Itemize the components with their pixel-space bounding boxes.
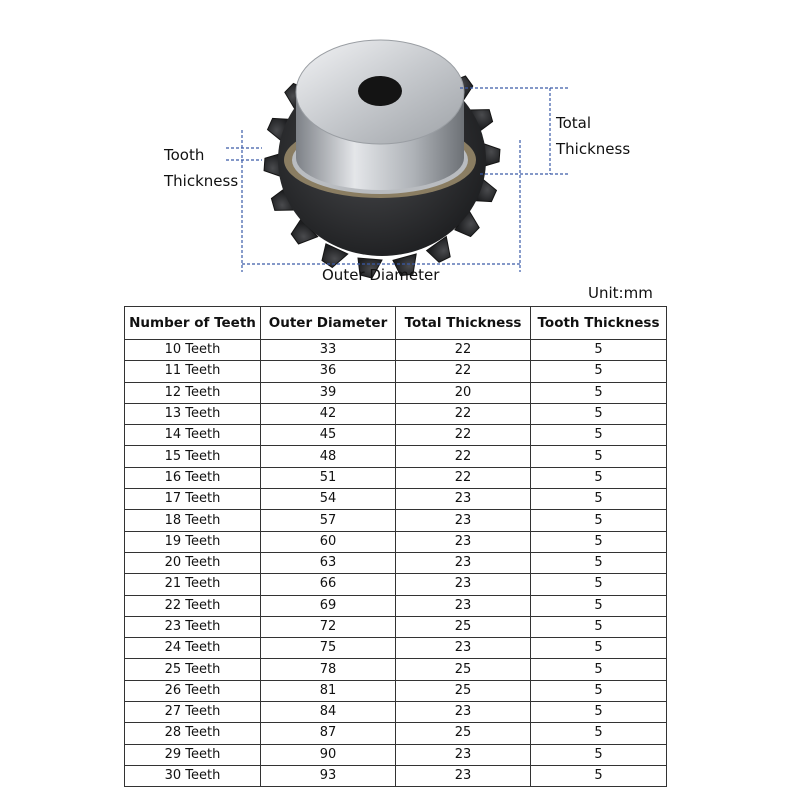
table-row <box>125 616 667 637</box>
table-row <box>125 510 667 531</box>
cell-tooth-thickness: 5 <box>531 446 667 467</box>
cell-tooth-thickness: 5 <box>531 702 667 723</box>
cell-teeth: 12 Teeth <box>125 382 261 403</box>
cell-teeth: 19 Teeth <box>125 531 261 552</box>
table-body <box>125 340 667 787</box>
outer-diameter-label: Outer Diameter <box>322 266 440 284</box>
cell-tooth-thickness: 5 <box>531 382 667 403</box>
cell-outer-diameter: 45 <box>261 425 396 446</box>
cell-teeth: 26 Teeth <box>125 680 261 701</box>
table-row <box>125 723 667 744</box>
cell-tooth-thickness: 5 <box>531 489 667 510</box>
cell-tooth-thickness: 5 <box>531 361 667 382</box>
total-label-line1: Total <box>556 114 592 132</box>
sprocket-diagram <box>0 0 792 300</box>
cell-teeth: 24 Teeth <box>125 638 261 659</box>
cell-tooth-thickness: 5 <box>531 531 667 552</box>
header-total-thickness: Total Thickness <box>396 307 531 340</box>
total-label-line2: Thickness <box>556 140 631 158</box>
cell-outer-diameter: 66 <box>261 574 396 595</box>
cell-teeth: 30 Teeth <box>125 765 261 786</box>
cell-total-thickness: 23 <box>396 595 531 616</box>
cell-tooth-thickness: 5 <box>531 467 667 488</box>
cell-total-thickness: 23 <box>396 531 531 552</box>
table-row <box>125 403 667 424</box>
cell-tooth-thickness: 5 <box>531 616 667 637</box>
sprocket-hub <box>284 40 476 198</box>
cell-tooth-thickness: 5 <box>531 723 667 744</box>
header-number-of-teeth: Number of Teeth <box>125 307 261 340</box>
table-row <box>125 446 667 467</box>
table-row <box>125 702 667 723</box>
table-row <box>125 638 667 659</box>
cell-tooth-thickness: 5 <box>531 510 667 531</box>
cell-total-thickness: 22 <box>396 467 531 488</box>
cell-total-thickness: 25 <box>396 616 531 637</box>
table-row <box>125 574 667 595</box>
cell-outer-diameter: 78 <box>261 659 396 680</box>
cell-outer-diameter: 90 <box>261 744 396 765</box>
cell-total-thickness: 23 <box>396 702 531 723</box>
cell-teeth: 29 Teeth <box>125 744 261 765</box>
cell-outer-diameter: 36 <box>261 361 396 382</box>
cell-tooth-thickness: 5 <box>531 425 667 446</box>
cell-total-thickness: 22 <box>396 446 531 467</box>
header-outer-diameter: Outer Diameter <box>261 307 396 340</box>
cell-teeth: 18 Teeth <box>125 510 261 531</box>
table-row <box>125 489 667 510</box>
tooth-label-line2: Thickness <box>164 172 239 190</box>
cell-outer-diameter: 72 <box>261 616 396 637</box>
cell-tooth-thickness: 5 <box>531 680 667 701</box>
cell-outer-diameter: 87 <box>261 723 396 744</box>
cell-total-thickness: 23 <box>396 765 531 786</box>
cell-teeth: 17 Teeth <box>125 489 261 510</box>
table-header-row <box>125 307 667 340</box>
cell-teeth: 25 Teeth <box>125 659 261 680</box>
cell-tooth-thickness: 5 <box>531 765 667 786</box>
cell-total-thickness: 23 <box>396 744 531 765</box>
cell-outer-diameter: 54 <box>261 489 396 510</box>
cell-outer-diameter: 93 <box>261 765 396 786</box>
cell-teeth: 10 Teeth <box>125 340 261 361</box>
table-row <box>125 467 667 488</box>
bore-hole <box>358 76 402 106</box>
table-row <box>125 552 667 573</box>
cell-outer-diameter: 81 <box>261 680 396 701</box>
cell-outer-diameter: 63 <box>261 552 396 573</box>
cell-teeth: 23 Teeth <box>125 616 261 637</box>
table-row <box>125 382 667 403</box>
cell-tooth-thickness: 5 <box>531 744 667 765</box>
cell-outer-diameter: 33 <box>261 340 396 361</box>
cell-tooth-thickness: 5 <box>531 659 667 680</box>
cell-tooth-thickness: 5 <box>531 638 667 659</box>
table-row <box>125 595 667 616</box>
cell-total-thickness: 22 <box>396 403 531 424</box>
cell-teeth: 20 Teeth <box>125 552 261 573</box>
cell-tooth-thickness: 5 <box>531 552 667 573</box>
cell-outer-diameter: 60 <box>261 531 396 552</box>
cell-outer-diameter: 48 <box>261 446 396 467</box>
cell-tooth-thickness: 5 <box>531 574 667 595</box>
tooth-thickness-label <box>164 142 238 194</box>
cell-total-thickness: 22 <box>396 340 531 361</box>
table-row <box>125 531 667 552</box>
table-row <box>125 425 667 446</box>
cell-total-thickness: 22 <box>396 425 531 446</box>
sprocket-drawing <box>0 0 792 300</box>
cell-total-thickness: 23 <box>396 510 531 531</box>
cell-outer-diameter: 57 <box>261 510 396 531</box>
cell-teeth: 13 Teeth <box>125 403 261 424</box>
table-row <box>125 659 667 680</box>
cell-outer-diameter: 39 <box>261 382 396 403</box>
cell-tooth-thickness: 5 <box>531 403 667 424</box>
cell-total-thickness: 23 <box>396 638 531 659</box>
cell-total-thickness: 23 <box>396 489 531 510</box>
table-row <box>125 340 667 361</box>
cell-total-thickness: 22 <box>396 361 531 382</box>
cell-tooth-thickness: 5 <box>531 340 667 361</box>
cell-teeth: 22 Teeth <box>125 595 261 616</box>
cell-total-thickness: 25 <box>396 659 531 680</box>
cell-outer-diameter: 75 <box>261 638 396 659</box>
table-row <box>125 744 667 765</box>
cell-total-thickness: 20 <box>396 382 531 403</box>
cell-total-thickness: 23 <box>396 574 531 595</box>
tooth-label-line1: Tooth <box>164 146 205 164</box>
cell-total-thickness: 25 <box>396 723 531 744</box>
unit-label: Unit:mm <box>588 284 653 302</box>
header-tooth-thickness: Tooth Thickness <box>531 307 667 340</box>
cell-teeth: 27 Teeth <box>125 702 261 723</box>
cell-tooth-thickness: 5 <box>531 595 667 616</box>
cell-teeth: 11 Teeth <box>125 361 261 382</box>
total-thickness-label <box>556 110 630 162</box>
cell-outer-diameter: 84 <box>261 702 396 723</box>
table-row <box>125 361 667 382</box>
cell-teeth: 15 Teeth <box>125 446 261 467</box>
cell-teeth: 28 Teeth <box>125 723 261 744</box>
cell-outer-diameter: 42 <box>261 403 396 424</box>
table-row <box>125 765 667 786</box>
spec-table <box>124 306 667 787</box>
cell-outer-diameter: 51 <box>261 467 396 488</box>
cell-outer-diameter: 69 <box>261 595 396 616</box>
cell-teeth: 16 Teeth <box>125 467 261 488</box>
cell-teeth: 14 Teeth <box>125 425 261 446</box>
cell-teeth: 21 Teeth <box>125 574 261 595</box>
cell-total-thickness: 23 <box>396 552 531 573</box>
table-row <box>125 680 667 701</box>
cell-total-thickness: 25 <box>396 680 531 701</box>
